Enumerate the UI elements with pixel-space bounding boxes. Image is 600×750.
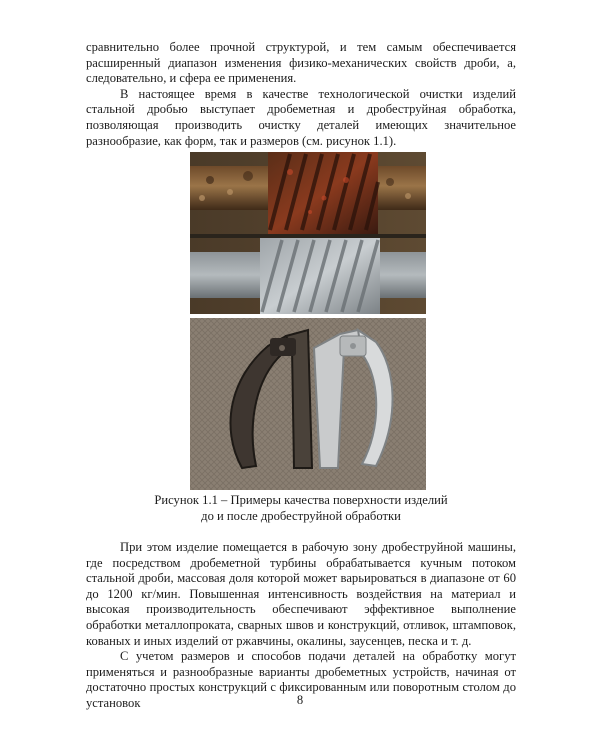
text-block-top [86, 40, 516, 149]
paragraph-process-description: При этом изделие помещается в рабочую зону дробеструйной машины, где посредством дробеметной турбины обрабатывается кучным потоком стальной дроби, массовая доля которой может варьироваться в диапазоне от 60 до 1200 кг/мин. Повышенная интенсивность воздействия на материал и высокая производительность обеспечивают эффективное выполнение обработки металлопроката, сварных швов и конструкций, отливок, штамповок, кованых и иных изделий от ржавчины, окалины, заусенцев, песка и т. д. [86, 540, 516, 648]
page-number: 8 [296, 693, 304, 707]
gear-shaft-image [190, 152, 426, 314]
figure-caption [86, 493, 516, 524]
caption-line-1: Рисунок 1.1 – Примеры качества поверхности изделий [154, 493, 448, 507]
paragraph-shot-blasting-intro: В настоящее время в качестве технологической очистки изделий стальной дробью выступает дробеметная и дробеструйная обработка, позволяющая производить очистку деталей имеющих значительное разнообразие, как форм, так и размеров (см. рисунок 1.1). [86, 86, 516, 148]
text-block-bottom [86, 540, 516, 712]
shift-forks-image [190, 318, 426, 490]
paragraph-device-variants: С учетом размеров и способов подачи деталей на обработку могут применяться и разнообразные варианты дробеметных устройств, начиная от достаточно простых конструкций с фиксированным или поворотным столом до установок [86, 649, 516, 710]
caption-line-2: до и после дробеструйной обработки [201, 508, 401, 523]
figure-photo-shift-forks [190, 318, 426, 490]
figure-photo-gear-shaft [190, 152, 426, 314]
paragraph-continuation: сравнительно более прочной структурой, и тем самым обеспечивается расширенный диапазон изменения физико-механических свойств дроби, а, следовательно, и сфера ее применения. [86, 40, 516, 86]
